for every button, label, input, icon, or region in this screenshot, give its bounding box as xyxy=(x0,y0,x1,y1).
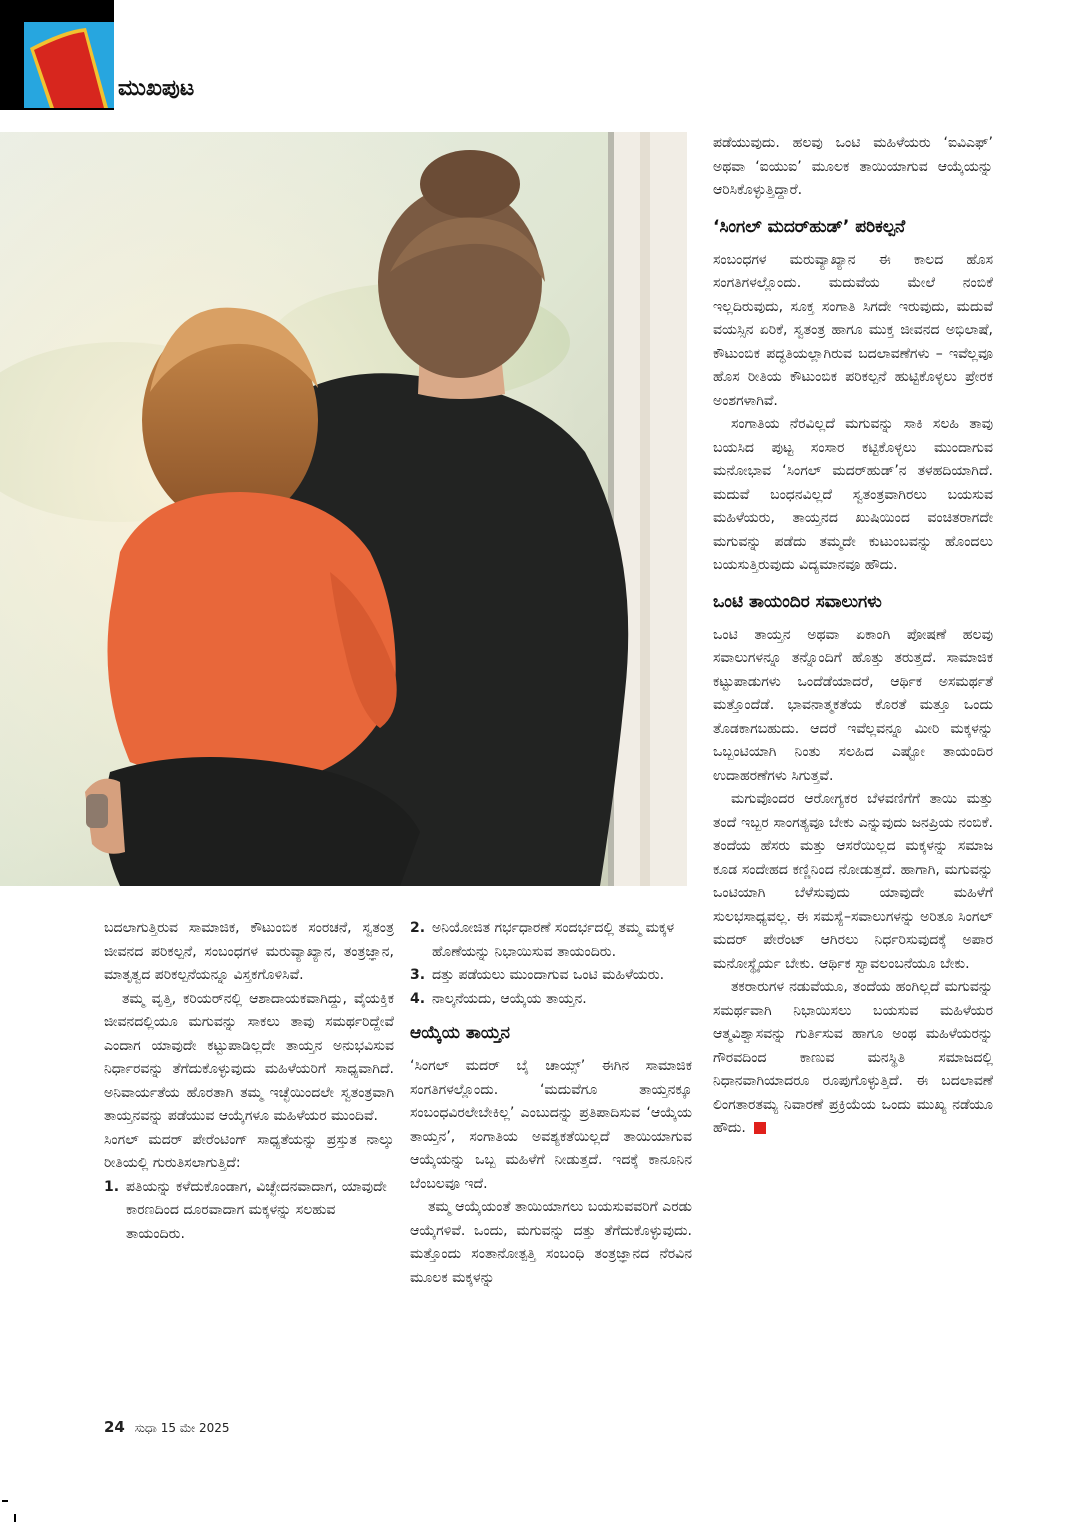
list-number: 3. xyxy=(410,967,426,983)
list-number: 1. xyxy=(104,1178,120,1195)
column-left xyxy=(104,917,394,1246)
list-text: ದತ್ತು ಪಡೆಯಲು ಮುಂದಾಗುವ ಒಂಟಿ ಮಹಿಳೆಯರು. xyxy=(432,967,665,983)
crop-mark xyxy=(2,1500,8,1502)
crop-mark xyxy=(14,1514,16,1522)
paragraph-text: ತಕರಾರುಗಳ ನಡುವೆಯೂ, ತಂದೆಯ ಹಂಗಿಲ್ಲದೆ ಮಗುವನ್ನು ಸಮರ್ಥವಾಗಿ ನಿಭಾಯಿಸಲು ಬಯಸುವ ಮಹಿಳೆಯರ ಆತ್ಮವಿಶ್ವಾಸವನ್ನು ಗುರ್ತಿಸುವ ಹಾಗೂ ಅಂಥ ಮಹಿಳೆಯರನ್ನು ಗೌರವದಿಂದ ಕಾಣುವ ಮನಸ್ಥಿತಿ ಸಮಾಜದಲ್ಲಿ ನಿಧಾನವಾಗಿಯಾದರೂ ರೂಪುಗೊಳ್ಳುತ್ತಿದೆ. ಈ ಬದಲಾವಣೆ ಲಿಂಗತಾರತಮ್ಯ ನಿವಾರಣೆ ಪ್ರಕ್ರಿಯೆಯ ಒಂದು ಮುಖ್ಯ ನಡೆಯೂ ಹೌದು. xyxy=(713,979,993,1136)
paragraph: ಒಂಟಿ ತಾಯ್ತನ ಅಥವಾ ಏಕಾಂಗಿ ಪೋಷಣೆ ಹಲವು ಸವಾಲುಗಳನ್ನೂ ತನ್ನೊಂದಿಗೆ ಹೊತ್ತು ತರುತ್ತದೆ. ಸಾಮಾಜಿಕ ಕಟ್ಟುಪಾಡುಗಳು ಒಂದೆಡೆಯಾದರೆ, ಆರ್ಥಿಕ ಅಸಮರ್ಥತೆ ಮತ್ತೊಂದೆಡೆ. ಭಾವನಾತ್ಮಕತೆಯ ಕೊರತೆ ಮತ್ತೂ ಒಂದು ತೊಡಕಾಗಬಹುದು. ಆದರೆ ಇವೆಲ್ಲವನ್ನೂ ಮೀರಿ ಮಕ್ಕಳನ್ನು ಒಬ್ಬಂಟಿಯಾಗಿ ನಿಂತು ಸಲಹಿದ ಎಷ್ಟೋ ತಾಯಂದಿರ ಉದಾಹರಣೆಗಳು ಸಿಗುತ್ತವೆ. xyxy=(713,626,993,784)
subheading-choice-motherhood: ಆಯ್ಕೆಯ ತಾಯ್ತನ xyxy=(410,1023,510,1043)
paragraph-last xyxy=(713,976,993,1141)
logo-flag-icon xyxy=(24,22,114,108)
list-text: ನಾಲ್ಕನೆಯದು, ಆಯ್ಕೆಯ ತಾಯ್ತನ. xyxy=(432,990,587,1007)
paragraph: ಸಿಂಗಲ್ ಮದರ್ ಪೇರೆಂಟಿಂಗ್ ಸಾಧ್ಯತೆಯನ್ನು ಪ್ರಸ್ತುತ ನಾಲ್ಕು ರೀತಿಯಲ್ಲಿ ಗುರುತಿಸಲಾಗುತ್ತಿದೆ: xyxy=(104,1131,394,1171)
list-lead: ಪತಿಯನ್ನು ಕಳೆದುಕೊಂಡಾಗ, xyxy=(126,1178,252,1195)
section-label: ಮುಖಪುಟ xyxy=(118,76,195,101)
list-item xyxy=(410,964,692,988)
numbered-list xyxy=(104,1176,394,1247)
list-item xyxy=(410,917,692,964)
list-item xyxy=(104,1176,394,1247)
paragraph: ತಮ್ಮ ಆಯ್ಕೆಯಂತೆ ತಾಯಿಯಾಗಲು ಬಯಸುವವರಿಗೆ ಎರಡು ಆಯ್ಕೆಗಳಿವೆ. ಒಂದು, ಮಗುವನ್ನು ದತ್ತು ತೆಗೆದುಕೊಳ್ಳುವುದು. ಮತ್ತೊಂದು ಸಂತಾನೋತ್ಪತ್ತಿ ಸಂಬಂಧಿ ತಂತ್ರಜ್ಞಾನದ ನೆರವಿನ ಮೂಲಕ ಮಕ್ಕಳನ್ನು xyxy=(410,1199,692,1286)
page-footer xyxy=(104,1418,229,1436)
list-text: ಅನಿಯೋಜಿತ ಗರ್ಭಧಾರಣೆ ಸಂದರ್ಭದಲ್ಲಿ ತಮ್ಮ ಮಕ್ಕಳ ಹೊಣೆಯನ್ನು ನಿಭಾಯಿಸುವ ತಾಯಂದಿರು. xyxy=(432,920,675,960)
paragraph: ‘ಸಿಂಗಲ್ ಮದರ್ ಬೈ ಚಾಯ್ಸ್’ ಈಗಿನ ಸಾಮಾಜಿಕ ಸಂಗತಿಗಳಲ್ಲೊಂದು. ‘ಮದುವೆಗೂ ತಾಯ್ತನಕ್ಕೂ ಸಂಬಂಧವಿರಲೇಬೇಕಿಲ್ಲ’ ಎಂಬುದನ್ನು ಪ್ರತಿಪಾದಿಸುವ ‘ಆಯ್ಕೆಯ ತಾಯ್ತನ’, ಸಂಗಾತಿಯ ಅವಶ್ಯಕತೆಯಿಲ್ಲದೆ ತಾಯಿಯಾಗುವ ಆಯ್ಕೆಯನ್ನು ಒಬ್ಬ ಮಹಿಳೆಗೆ ನೀಡುತ್ತದೆ. ಇದಕ್ಕೆ ಕಾನೂನಿನ ಬೆಂಬಲವೂ ಇದೆ. xyxy=(410,1058,692,1192)
paragraph: ಮಗುವೊಂದರ ಆರೋಗ್ಯಕರ ಬೆಳವಣಿಗೆಗೆ ತಾಯಿ ಮತ್ತು ತಂದೆ ಇಬ್ಬರ ಸಾಂಗತ್ಯವೂ ಬೇಕು ಎನ್ನುವುದು ಜನಪ್ರಿಯ ನಂಬಿಕೆ. ತಂದೆಯ ಹೆಸರು ಮತ್ತು ಆಸರೆಯಿಲ್ಲದ ಮಕ್ಕಳನ್ನು ಸಮಾಜ ಕೂಡ ಸಂದೇಹದ ಕಣ್ಣಿನಿಂದ ನೋಡುತ್ತದೆ. ಹಾಗಾಗಿ, ಮಗುವನ್ನು ಒಂಟಿಯಾಗಿ ಬೆಳೆಸುವುದು ಯಾವುದೇ ಮಹಿಳೆಗೆ ಸುಲಭಸಾಧ್ಯವಲ್ಲ. ಈ ಸಮಸ್ಯೆ–ಸವಾಲುಗಳನ್ನು ಅರಿತೂ ಸಿಂಗಲ್ ಮದರ್ ಪೇರೆಂಟ್ ಆಗಿರಲು ನಿರ್ಧರಿಸುವುದಕ್ಕೆ ಅಪಾರ ಮನೋಸ್ಥೈರ್ಯ ಬೇಕು. ಆರ್ಥಿಕ ಸ್ವಾವಲಂಬನೆಯೂ ಬೇಕು. xyxy=(713,791,993,972)
subheading-single-mother-challenges: ಒಂಟಿ ತಾಯಂದಿರ ಸವಾಲುಗಳು xyxy=(713,591,882,612)
list-text: ವಿಚ್ಛೇದನವಾದಾಗ, ಯಾವುದೇ ಕಾರಣದಿಂದ ದೂರವಾದಾಗ ಮಕ್ಕಳನ್ನು ಸಲಹುವ ತಾಯಂದಿರು. xyxy=(126,1178,387,1242)
page-number: 24 xyxy=(104,1418,125,1436)
paragraph: ಬದಲಾಗುತ್ತಿರುವ ಸಾಮಾಜಿಕ, ಕೌಟುಂಬಿಕ ಸಂರಚನೆ, ಸ್ವತಂತ್ರ ಜೀವನದ ಪರಿಕಲ್ಪನೆ, ಸಂಬಂಧಗಳ ಮರುವ್ಯಾಖ್ಯಾನ, ತಂತ್ರಜ್ಞಾನ, ಮಾತೃತ್ವದ ಪರಿಕಲ್ಪನೆಯನ್ನೂ ವಿಸ್ತಕಗೊಳಿಸಿವೆ. xyxy=(104,920,394,983)
subheading-single-motherhood: ‘ಸಿಂಗಲ್ ಮದರ್‌ಹುಡ್’ ಪರಿಕಲ್ಪನೆ xyxy=(713,216,906,237)
end-mark-icon xyxy=(754,1122,766,1134)
list-number: 4. xyxy=(410,990,426,1007)
list-text-wrap xyxy=(126,1176,394,1247)
column-right xyxy=(713,132,993,1141)
numbered-list xyxy=(410,917,692,1011)
list-number: 2. xyxy=(410,920,426,936)
paragraph: ಸಂಗಾತಿಯ ನೆರವಿಲ್ಲದೆ ಮಗುವನ್ನು ಸಾಕಿ ಸಲಹಿ ತಾವು ಬಯಸಿದ ಪುಟ್ಟ ಸಂಸಾರ ಕಟ್ಟಿಕೊಳ್ಳಲು ಮುಂದಾಗುವ ಮನೋಭಾವ ‘ಸಿಂಗಲ್ ಮದರ್‌ಹುಡ್’ನ ತಳಹದಿಯಾಗಿದೆ. ಮದುವೆ ಬಂಧನವಿಲ್ಲದೆ ಸ್ವತಂತ್ರವಾಗಿರಲು ಬಯಸುವ ಮಹಿಳೆಯರು, ತಾಯ್ತನದ ಖುಷಿಯಿಂದ ವಂಚಿತರಾಗದೇ ಮಗುವನ್ನು ಪಡೆದು ತಮ್ಮದೇ ಕುಟುಂಬವನ್ನು ಹೊಂದಲು ಬಯಸುತ್ತಿರುವುದು ವಿದ್ಯಮಾನವೂ ಹೌದು. xyxy=(713,416,993,573)
column-middle xyxy=(410,917,692,1290)
paragraph: ತಮ್ಮ ವೃತ್ತಿ, ಕರಿಯರ್‌ನಲ್ಲಿ ಆಶಾದಾಯಕವಾಗಿದ್ದು, ವೈಯಕ್ತಿಕ ಜೀವನದಲ್ಲಿಯೂ ಮಗುವನ್ನು ಸಾಕಲು ತಾವು ಸಮರ್ಥರಿದ್ದೇವೆ ಎಂದಾಗ ಯಾವುದೇ ಕಟ್ಟುಪಾಡಿಲ್ಲದೇ ತಾಯ್ತನ ಅನುಭವಿಸುವ ನಿರ್ಧಾರವನ್ನು ತೆಗೆದುಕೊಳ್ಳುವುದು ಮಹಿಳೆಯರಿಗೆ ಸಾಧ್ಯವಾಗಿದೆ. ಅನಿವಾರ್ಯತೆಯ ಹೊರತಾಗಿ ತಮ್ಮ ಇಚ್ಛೆಯಿಂದಲೇ ಸ್ವತಂತ್ರವಾಗಿ ತಾಯ್ತನವನ್ನು ಪಡೆಯುವ ಆಯ್ಕೆಗಳೂ ಮಹಿಳೆಯರ ಮುಂದಿವೆ. xyxy=(104,990,394,1124)
paragraph: ಪಡೆಯುವುದು. ಹಲವು ಒಂಟಿ ಮಹಿಳೆಯರು ‘ಐವಿಎಫ್’ ಅಥವಾ ‘ಐಯುಐ’ ಮೂಲಕ ತಾಯಿಯಾಗುವ ಆಯ್ಕೆಯನ್ನು ಆರಿಸಿಕೊಳ್ಳುತ್ತಿದ್ದಾರೆ. xyxy=(713,135,993,198)
list-item xyxy=(410,988,692,1012)
publication-date: ಸುಧಾ 15 ಮೇ 2025 xyxy=(134,1421,230,1435)
paragraph: ಸಂಬಂಧಗಳ ಮರುವ್ಯಾಖ್ಯಾನ ಈ ಕಾಲದ ಹೊಸ ಸಂಗತಿಗಳಲ್ಲೊಂದು. ಮದುವೆಯ ಮೇಲೆ ನಂಬಿಕೆ ಇಲ್ಲದಿರುವುದು, ಸೂಕ್ತ ಸಂಗಾತಿ ಸಿಗದೇ ಇರುವುದು, ಮದುವೆ ವಯಸ್ಸಿನ ಏರಿಕೆ, ಸ್ವತಂತ್ರ ಹಾಗೂ ಮುಕ್ತ ಜೀವನದ ಅಭಿಲಾಷೆ, ಕೌಟುಂಬಿಕ ಪದ್ಧತಿಯಲ್ಲಾಗಿರುವ ಬದಲಾವಣೆಗಳು – ಇವೆಲ್ಲವೂ ಹೊಸ ರೀತಿಯ ಕೌಟುಂಬಿಕ ಪರಿಕಲ್ಪನೆ ಹುಟ್ಟಿಕೊಳ್ಳಲು ಪ್ರೇರಕ ಅಂಶಗಳಾಗಿವೆ. xyxy=(713,251,993,409)
magazine-logo xyxy=(0,0,114,110)
mother-holding-child-photo xyxy=(0,132,687,886)
